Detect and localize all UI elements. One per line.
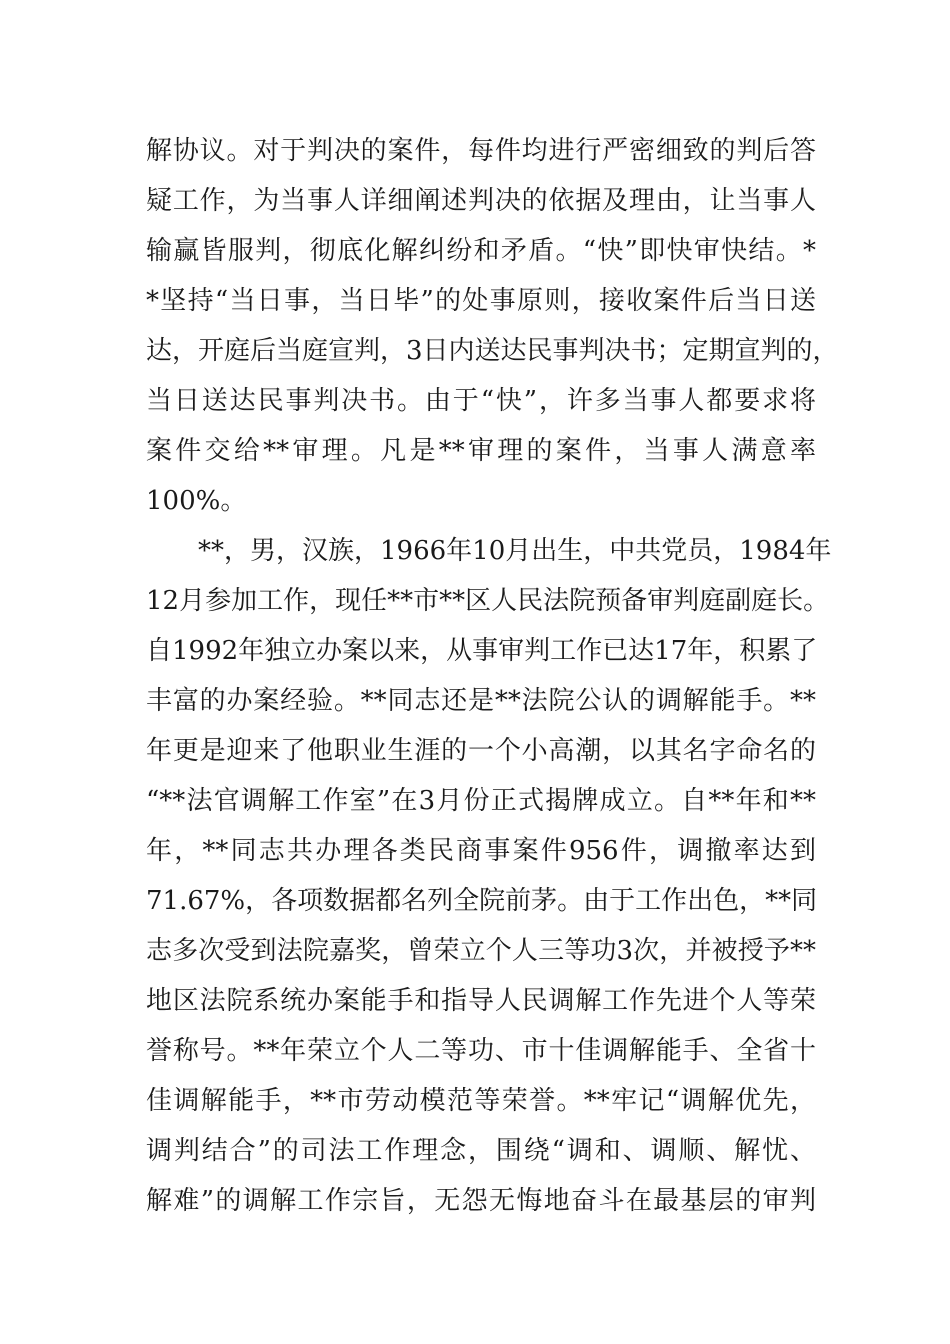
text-line: “**法官调解工作室”在3月份正式揭牌成立。自**年和**	[146, 786, 816, 816]
text-line: 12月参加工作，现任**市**区人民法院预备审判庭副庭长。	[146, 586, 830, 616]
text-line: 解协议。对于判决的案件，每件均进行严密细致的判后答	[146, 136, 816, 166]
text-line: *坚持“当日事，当日毕”的处事原则，接收案件后当日送	[146, 286, 816, 316]
text-line: **，男，汉族，1966年10月出生，中共党员，1984年	[146, 536, 832, 566]
paragraph-1	[146, 126, 839, 526]
text-line: 地区法院系统办案能手和指导人民调解工作先进个人等荣	[146, 986, 816, 1016]
text-line: 解难”的调解工作宗旨，无怨无悔地奋斗在最基层的审判	[146, 1186, 816, 1216]
text-line: 100%。	[146, 486, 247, 516]
text-line: 年更是迎来了他职业生涯的一个小高潮，以其名字命名的	[146, 736, 816, 766]
text-line: 自1992年独立办案以来，从事审判工作已达17年，积累了	[146, 636, 818, 666]
text-line: 誉称号。**年荣立个人二等功、市十佳调解能手、全省十	[146, 1036, 816, 1066]
text-line: 志多次受到法院嘉奖，曾荣立个人三等功3次，并被授予**	[146, 936, 816, 966]
text-line: 当日送达民事判决书。由于“快”，许多当事人都要求将	[146, 386, 816, 416]
text-line: 达，开庭后当庭宣判，3日内送达民事判决书；定期宣判的，	[146, 336, 839, 366]
text-line: 调判结合”的司法工作理念，围绕“调和、调顺、解忧、	[146, 1136, 816, 1166]
text-line: 案件交给**审理。凡是**审理的案件，当事人满意率	[146, 436, 816, 466]
text-line: 佳调解能手，**市劳动模范等荣誉。**牢记“调解优先，	[146, 1086, 816, 1116]
text-line: 71.67%，各项数据都名列全院前茅。由于工作出色，**同	[146, 886, 818, 916]
text-line: 丰富的办案经验。**同志还是**法院公认的调解能手。**	[146, 686, 816, 716]
paragraph-2	[146, 526, 832, 1226]
text-line: 疑工作，为当事人详细阐述判决的依据及理由，让当事人	[146, 186, 816, 216]
text-line: 输赢皆服判，彻底化解纠纷和矛盾。“快”即快审快结。*	[146, 236, 816, 266]
document-body	[146, 126, 839, 1226]
text-line: 年，**同志共办理各类民商事案件956件，调撤率达到	[146, 836, 816, 866]
